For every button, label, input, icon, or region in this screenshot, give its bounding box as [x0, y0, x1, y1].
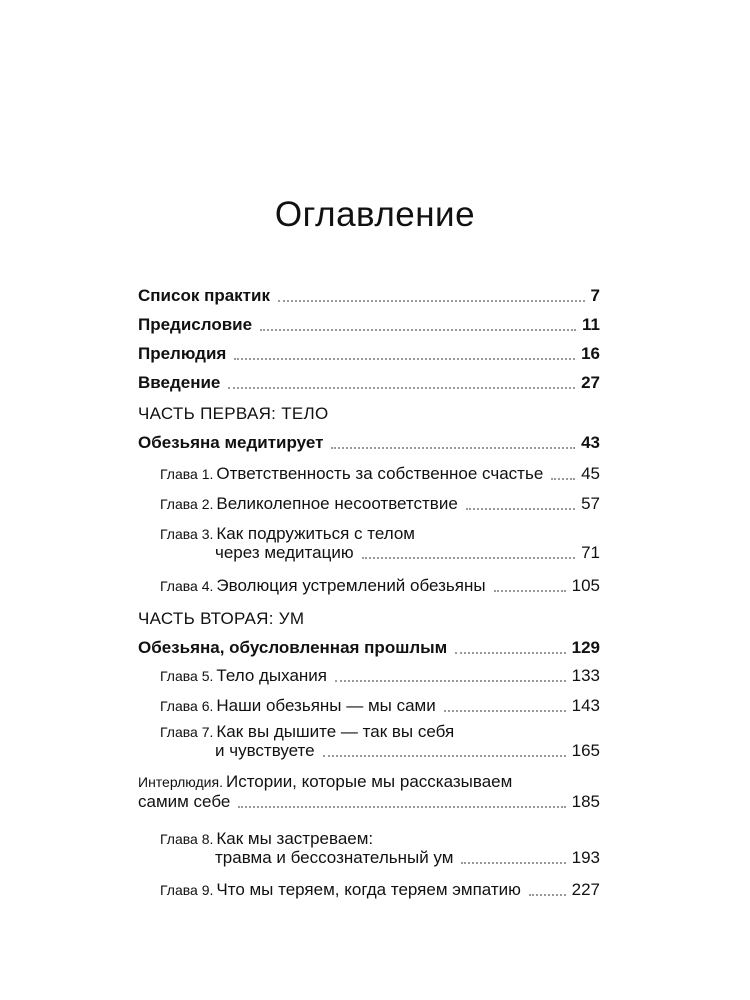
- interlude-title: Истории, которые мы рассказываем: [225, 772, 513, 791]
- toc-entry-interlude[interactable]: [138, 786, 600, 812]
- toc-entry-chapter-1[interactable]: [160, 458, 600, 484]
- chapter-title: Наши обезьяны — мы сами: [216, 696, 436, 715]
- interlude-title-continued: самим себе: [138, 792, 231, 811]
- chapter-label: Глава 3.: [160, 526, 214, 542]
- entry-page: 57: [581, 494, 600, 513]
- chapter-label: Глава 9.: [160, 882, 214, 898]
- toc-entry-chapter-7[interactable]: [215, 735, 600, 761]
- chapter-label: Глава 8.: [160, 831, 214, 847]
- entry-page: 227: [571, 880, 600, 899]
- entry-page: 193: [571, 848, 600, 867]
- part-two-heading: ЧАСТЬ ВТОРАЯ: УМ: [138, 609, 305, 628]
- entry-page: 165: [571, 741, 600, 760]
- entry-page: 45: [581, 464, 600, 483]
- dot-leader: [238, 806, 565, 808]
- entry-title: Предисловие: [138, 315, 253, 334]
- entry-title: Обезьяна, обусловленная прошлым: [138, 638, 448, 657]
- dot-leader: [228, 387, 575, 389]
- dot-leader: [331, 447, 575, 449]
- dot-leader: [260, 329, 576, 331]
- toc-entry-chapter-6[interactable]: [160, 690, 600, 716]
- chapter-label: Глава 4.: [160, 578, 214, 594]
- chapter-title-continued: и чувствуете: [215, 741, 315, 760]
- toc-entry-chapter-9[interactable]: [160, 874, 600, 900]
- entry-page: 71: [581, 543, 600, 562]
- chapter-title-continued: через медитацию: [215, 543, 354, 562]
- chapter-title: Эволюция устремлений обезьяны: [216, 576, 486, 595]
- chapter-label: Глава 1.: [160, 466, 214, 482]
- entry-page: 11: [582, 315, 600, 334]
- chapter-title: Тело дыхания: [216, 666, 327, 685]
- entry-page: 105: [571, 576, 600, 595]
- chapter-label: Глава 6.: [160, 698, 214, 714]
- entry-title: Прелюдия: [138, 344, 227, 363]
- entry-title: Список практик: [138, 286, 270, 305]
- chapter-label: Глава 7.: [160, 724, 214, 740]
- chapter-title: Как вы дышите — так вы себя: [216, 722, 455, 741]
- entry-page: 143: [571, 696, 600, 715]
- dot-leader: [362, 557, 575, 559]
- entry-title: Обезьяна медитирует: [138, 433, 324, 452]
- dot-leader: [466, 508, 575, 510]
- toc-entry-introduction[interactable]: [138, 367, 600, 393]
- chapter-title: Что мы теряем, когда теряем эмпатию: [216, 880, 521, 899]
- chapter-title: Ответственность за собственное счастье: [216, 464, 544, 483]
- chapter-title: Как мы застреваем:: [216, 829, 374, 848]
- toc-entry-part-two-title[interactable]: [138, 632, 600, 658]
- dot-leader: [335, 680, 566, 682]
- page-title: Оглавление: [274, 195, 476, 234]
- dot-leader: [278, 300, 585, 302]
- dot-leader: [494, 590, 566, 592]
- entry-page: 133: [571, 666, 600, 685]
- toc-entry-preface[interactable]: [138, 309, 600, 335]
- toc-entry-part-one-title[interactable]: [138, 427, 600, 453]
- entry-page: 27: [581, 373, 600, 392]
- dot-leader: [461, 862, 565, 864]
- part-one-heading: ЧАСТЬ ПЕРВАЯ: ТЕЛО: [138, 404, 329, 423]
- toc-entry-chapter-4[interactable]: [160, 570, 600, 596]
- entry-page: 7: [590, 286, 600, 305]
- dot-leader: [529, 894, 566, 896]
- chapter-title: Как подружиться с телом: [216, 524, 415, 543]
- chapter-label: Глава 5.: [160, 668, 214, 684]
- entry-page: 43: [581, 433, 600, 452]
- dot-leader: [234, 358, 575, 360]
- toc-entry-chapter-8[interactable]: [215, 842, 600, 868]
- toc-entry-chapter-2[interactable]: [160, 488, 600, 514]
- chapter-label: Глава 2.: [160, 496, 214, 512]
- toc-entry-prelude[interactable]: [138, 338, 600, 364]
- toc-entry-practices[interactable]: [138, 280, 600, 306]
- entry-page: 16: [581, 344, 600, 363]
- entry-title: Введение: [138, 373, 221, 392]
- interlude-label: Интерлюдия.: [138, 774, 223, 790]
- dot-leader: [444, 710, 566, 712]
- entry-page: 185: [571, 792, 600, 811]
- dot-leader: [455, 652, 565, 654]
- chapter-title-continued: травма и бессознательный ум: [215, 848, 454, 867]
- toc-entry-chapter-5[interactable]: [160, 660, 600, 686]
- toc-entry-chapter-3[interactable]: [215, 537, 600, 563]
- entry-page: 129: [571, 638, 600, 657]
- chapter-title: Великолепное несоответствие: [216, 494, 458, 513]
- dot-leader: [551, 478, 575, 480]
- dot-leader: [323, 755, 566, 757]
